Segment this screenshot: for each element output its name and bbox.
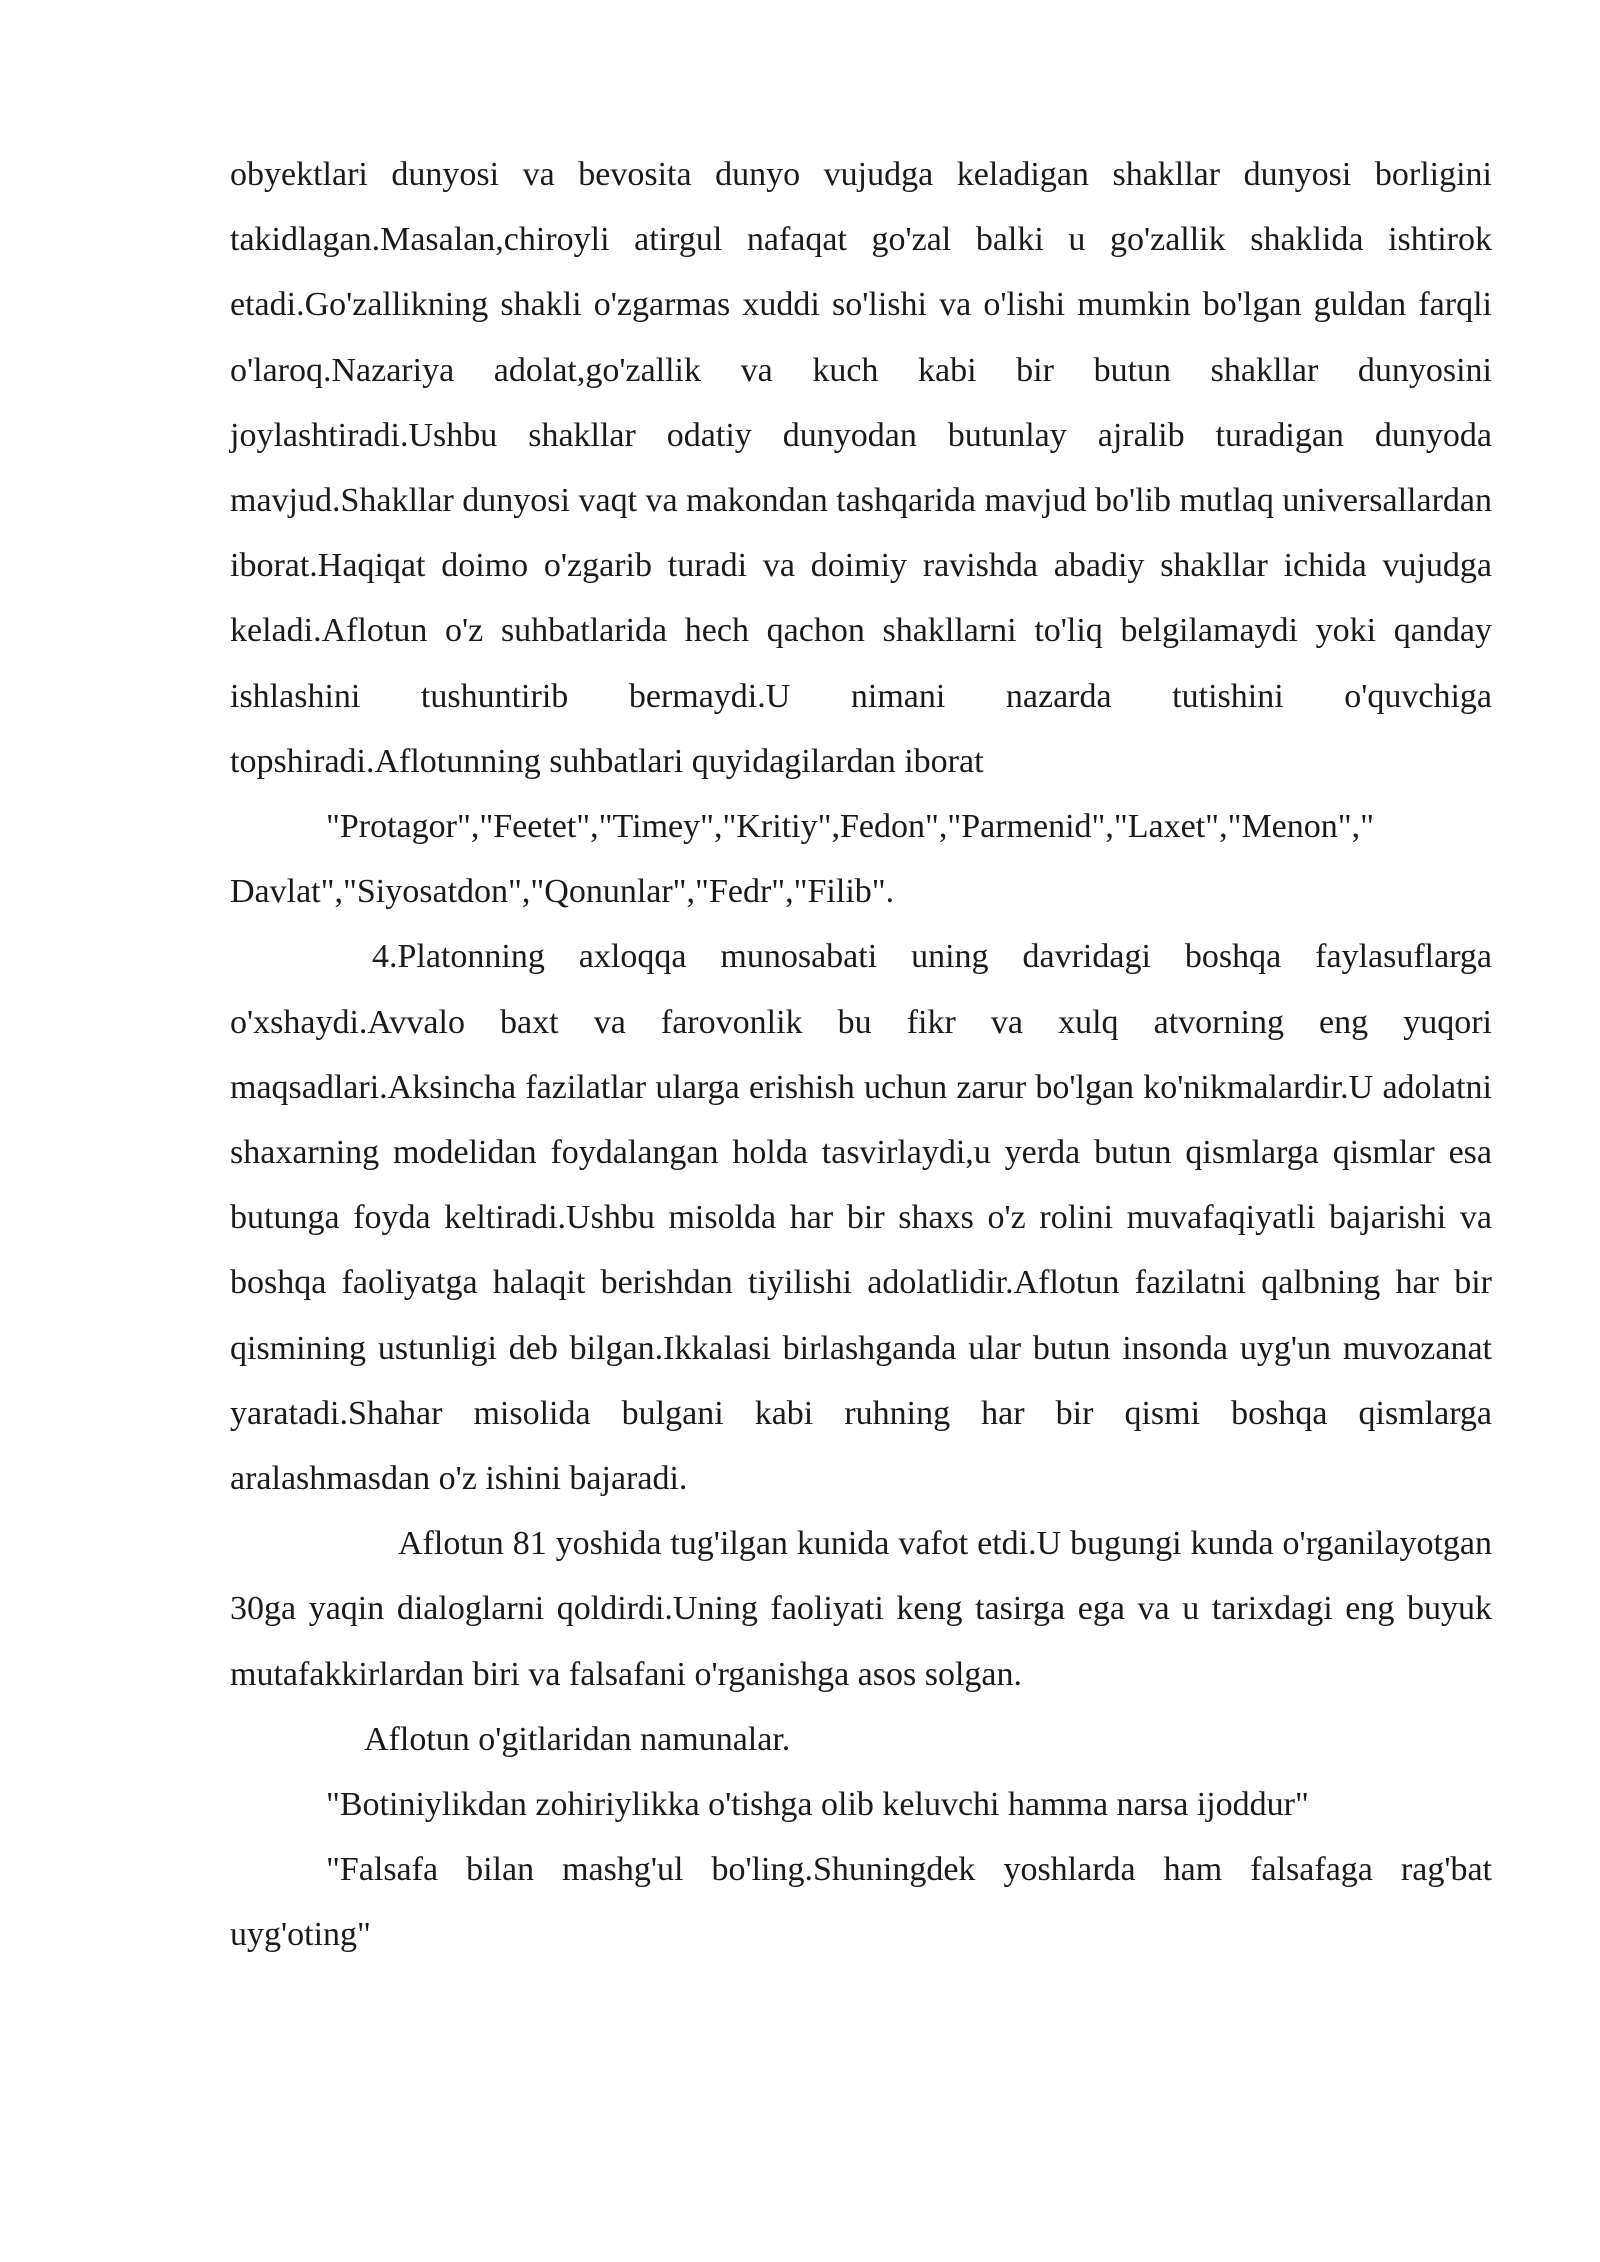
paragraph-death-legacy: Aflotun 81 yoshida tug'ilgan kunida vafot etdi.U bugungi kunda o'rganilayotgan 30ga yaqin dialoglarni qoldirdi.Uning faoliyati keng tasirga ega va u tarixdagi eng buyuk mutafakkirlardan biri va falsafani o'rganishga asos solgan. (230, 1525, 1492, 1693)
paragraph-forms-theory: obyektlari dunyosi va bevosita dunyo vujudga keladigan shakllar dunyosi borligini takidlagan.Masalan,chiroyli atirgul nafaqat go'zal balki u go'zallik shaklida ishtirok etadi.Go'zallikning shakli o'zgarmas xuddi so'lishi va o'lishi mumkin bo'lgan guldan farqli o'laroq.Nazariya adolat,go'zallik va kuch kabi bir butun shakllar dunyosini joylashtiradi.Ushbu shakllar odatiy dunyodan butunlay ajralib turadigan dunyoda mavjud.Shakllar dunyosi vaqt va makondan tashqarida mavjud bo'lib mutlaq universallardan iborat.Haqiqat doimo o'zgarib turadi va doimiy ravishda abadiy shakllar ichida vujudga keladi.Aflotun o'z suhbatlarida hech qachon shakllarni to'liq belgilamaydi yoki qanday ishlashini tushuntirib bermaydi.U nimani nazarda tutishini o'quvchiga topshiradi.Aflotunning suhbatlari quyidagilardan iborat (230, 156, 1492, 780)
paragraph-dialogues-list: "Protagor","Feetet","Timey","Kritiy",Fedon","Parmenid","Laxet","Menon"," Davlat","Siyosatdon","Qonunlar","Fedr","Filib". (230, 808, 1375, 911)
quote-creation: "Botiniylikdan zohiriylikka o'tishga olib keluvchi hamma narsa ijoddur" (326, 1786, 1309, 1824)
document-body (230, 142, 1492, 1968)
quotes-heading: Aflotun o'gitlaridan namunalar. (364, 1720, 791, 1758)
quote-philosophy: "Falsafa bilan mashg'ul bo'ling.Shuningdek yoshlarda ham falsafaga rag'bat uyg'oting" (230, 1851, 1492, 1954)
paragraph-ethics: 4.Platonning axloqqa munosabati uning davridagi boshqa faylasuflarga o'xshaydi.Avvalo baxt va farovonlik bu fikr va xulq atvorning eng yuqori maqsadlari.Aksincha fazilatlar ularga erishish uchun zarur bo'lgan ko'nikmalardir.U adolatni shaxarning modelidan foydalangan holda tasvirlaydi,u yerda butun qismlarga qismlar esa butunga foyda keltiradi.Ushbu misolda har bir shaxs o'z rolini muvafaqiyatli bajarishi va boshqa faoliyatga halaqit berishdan tiyilishi adolatlidir.Aflotun fazilatni qalbning har bir qismining ustunligi deb bilgan.Ikkalasi birlashganda ular butun insonda uyg'un muvozanat yaratadi.Shahar misolida bulgani kabi ruhning har bir qismi boshqa qismlarga aralashmasdan o'z ishini bajaradi. (230, 938, 1492, 1498)
